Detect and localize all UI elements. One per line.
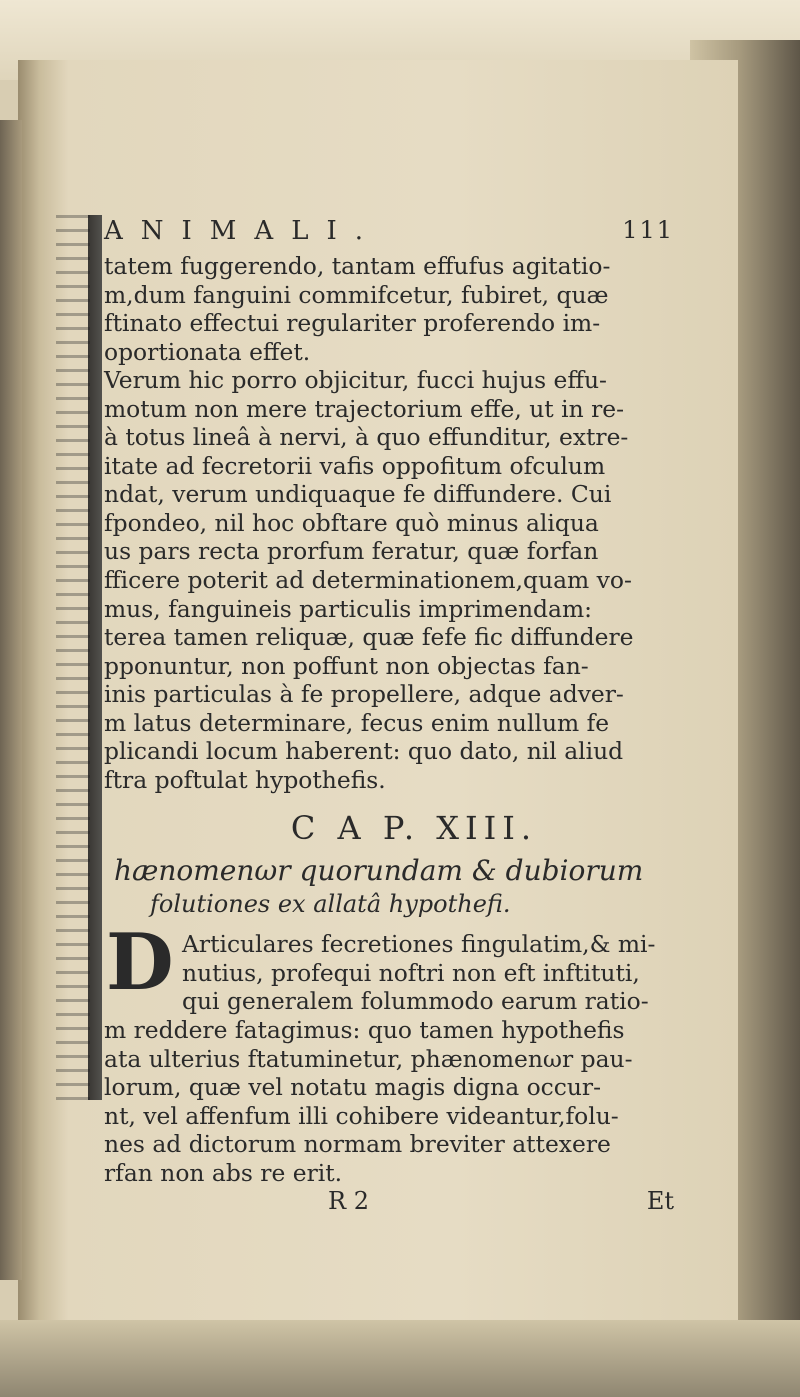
text-line: ftinato effectui regulariter proferendo im- xyxy=(104,309,601,338)
opening-paragraph xyxy=(104,917,684,1016)
paragraph-block-3 xyxy=(104,1016,684,1187)
text-line: qui generalem folummodo earum ratio- xyxy=(182,987,649,1016)
text-line: fficere poterit ad determinationem,quam vo- xyxy=(104,566,632,595)
drop-capital: D xyxy=(106,917,174,1009)
running-head xyxy=(104,216,684,252)
catchword: Et xyxy=(646,1187,674,1216)
text-line: tatem fuggerendo, tantam effufus agitatio- xyxy=(104,252,611,280)
text-line: oportionata effet. xyxy=(104,337,311,366)
text-line: rfan non abs re erit. xyxy=(104,1158,343,1187)
page-footer xyxy=(104,1187,684,1221)
text-line: ftra poftulat hypothefis. xyxy=(104,765,386,794)
page-text xyxy=(104,216,684,1221)
text-line: nes ad dictorum normam breviter attexere xyxy=(104,1130,611,1159)
text-line: m reddere fatagimus: quo tamen hypothefis xyxy=(104,1016,625,1045)
running-title: ANIMALI. xyxy=(104,216,381,246)
paragraph-block-2 xyxy=(104,930,684,1016)
text-line: ndat, verum undiquaque fe diffundere. Cui xyxy=(104,480,612,509)
text-line: fpondeo, nil hoc obftare quò minus aliqua xyxy=(104,508,599,537)
chapter-title-line-2: folutiones ex allatâ hypothefi. xyxy=(150,890,511,919)
text-line: pponuntur, non poffunt non objectas fan- xyxy=(104,651,589,680)
paragraph-block-1 xyxy=(104,252,684,794)
text-line: ata ulterius ftatuminetur, phænomenωr pau- xyxy=(104,1044,633,1073)
text-line: nt, vel affenfum illi cohibere videantur,folu- xyxy=(104,1101,619,1130)
text-line: terea tamen reliquæ, quæ fefe fic diffundere xyxy=(104,623,634,652)
text-line: m latus determinare, fecus enim nullum fe xyxy=(104,708,610,737)
text-line: mus, fanguineis particulis imprimendam: xyxy=(104,594,593,623)
text-line: us pars recta prorfum feratur, quæ forfan xyxy=(104,537,599,566)
text-line: Articulares fecretiones fingulatim,& mi- xyxy=(182,930,656,959)
scan-bottom-margin xyxy=(0,1320,800,1397)
text-line: plicandi locum haberent: quo dato, nil aliud xyxy=(104,737,624,766)
text-line: m,dum fanguini commifcetur, fubiret, quæ xyxy=(104,280,609,309)
chapter-heading: C A P. XIII. xyxy=(290,809,538,848)
chapter-title-line-1: hænomenωr quorundam & dubiorum xyxy=(114,854,644,888)
text-line: motum non mere trajectorium effe, ut in re- xyxy=(104,394,624,423)
text-line: lorum, quæ vel notatu magis digna occur- xyxy=(104,1073,602,1102)
gutter-fold xyxy=(88,215,102,1100)
book-spine xyxy=(0,120,22,1280)
text-line: à totus lineâ à nervi, à quo effunditur, extre- xyxy=(104,423,629,452)
text-line: inis particulas à fe propellere, adque adver- xyxy=(104,680,624,709)
signature-mark: R 2 xyxy=(328,1187,369,1216)
gutter-shadow xyxy=(56,215,90,1100)
text-line: Verum hic porro objicitur, fucci hujus effu- xyxy=(104,366,607,395)
text-line: nutius, profequi noftri non eft inftituti, xyxy=(182,958,640,987)
text-line: itate ad fecretorii vafis oppofitum ofculum xyxy=(104,451,606,480)
page-number: 111 xyxy=(622,216,674,244)
